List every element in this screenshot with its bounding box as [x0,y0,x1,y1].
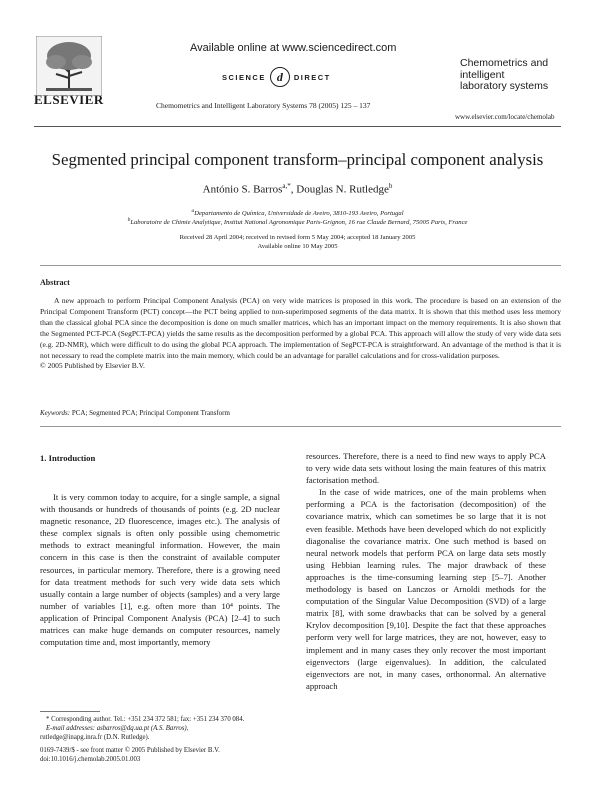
available-online-text: Available online at www.sciencedirect.com [190,42,397,54]
affiliation-b-text: Laboratoire de Chimie Analytique, Institut National Agronomique Paris-Grignon, 16 rue Claude Bernard, 75005 Paris, France [130,219,468,227]
footnote-line-2: E-mail addresses: asbarros@dq.ua.pt (A.S. Barros), [46,725,189,732]
journal-logo-line-1: Chemometrics and [460,57,549,69]
abstract-text: A new approach to perform Principal Component Analysis (PCA) on very wide matrices is proposed in this work. The procedure is based on an extension of the Principal Component Transform (PCT) concept—the PCT being applied to non-superimposed segments of the data matrix. It is shown that this method uses less memory than the classical global PCA since the decomposition is done on much smaller matrices, which has an important impact on the memory requirements. It is also shown that the Segmented PCT-PCA (SegPCT-PCA) yields the same results as the decomposition performed by a global PCA. This approach will allow the study of very wide data sets (e.g. 2D-NMR), which were difficult to do using the global PCA approach. The implementation of SegPCT-PCA is straightforward. An advantage of the method is that it is not necessary to read the complete matrix into the main memory, which could be an advantage for parallel calculations and for cross-validation purposes. [40,296,561,360]
footnote-line-3: rutledge@inapg.inra.fr (D.N. Rutledge). [40,734,150,741]
article-authors [0,182,595,196]
affiliation-b [0,217,595,226]
abstract-heading: Abstract [40,278,70,287]
sciencedirect-logo [222,67,331,87]
affiliation-a [0,208,595,217]
affiliation-a-text: Departamento de Química, Universidade de Aveiro, 3810-193 Aveiro, Portugal [194,210,404,218]
intro-paragraph-3: In the case of wide matrices, one of the main problems when performing a PCA is the factorisation (decomposition) of the covariance matrix, which can sometimes be so large that it is not even feasible. Methods have been developed which do not explicitly diagonalise the covariance matrix. One such method is based on neural network models that perform PCA on large data sets mostly using Hebbian learning rules. The major drawback of these approaches is the time-consuming learning step [5–7]. Another methodology is based on Lanczos or Arnoldi methods for the computation of the Singular Value Decomposition (SVD) of a large matrix [8], with some drawbacks that can be solved by a general Krylov decomposition [9,10]. Despite the fact that these approaches perform very well for large matrices, they are not, however, easy to implement and in many cases they only recover the most important eigenvectors (large eigenvalues). In addition, the calculated eigenvectors are not, in many cases, orthonormal. An alternative approach [306,487,546,691]
doi-line[interactable]: doi:10.1016/j.chemolab.2005.01.003 [40,756,141,763]
sd-logo-right: DIRECT [293,72,331,82]
footnote [40,715,290,764]
keywords-label: Keywords: [40,409,71,417]
affiliation-b-sup: b [127,217,131,223]
body-column-left [40,491,280,648]
footnote-rule [40,711,100,712]
sd-logo-left: SCIENCE [222,72,266,82]
body-column-right [306,450,546,692]
publisher-name: ELSEVIER [34,92,104,107]
author-2-sup: b [388,182,393,190]
affiliation-a-sup: a [191,208,195,214]
keywords-text: PCA; Segmented PCA; Principal Component Transform [70,409,230,417]
keywords [40,409,230,417]
sd-logo-mark: d [270,67,290,87]
available-online-date: Available online 10 May 2005 [257,243,338,250]
abstract-copyright: © 2005 Published by Elsevier B.V. [40,361,145,371]
abstract-top-rule [40,265,561,266]
header-rule [34,126,561,127]
received-dates: Received 28 April 2004; received in revised form 5 May 2004; accepted 18 January 2005 [179,234,416,241]
article-title: Segmented principal component transform–principal component analysis [51,150,544,169]
section-heading: 1. Introduction [40,453,96,463]
author-1-sup: a,* [282,182,291,190]
intro-paragraph-2: resources. Therefore, there is a need to find new ways to apply PCA to very wide data sets without losing the main features of this matrix factorisation method. [306,451,546,486]
author-1: António S. Barros [202,183,283,196]
abstract-bottom-rule [40,426,561,427]
journal-logo [460,58,548,93]
author-2: , Douglas N. Rutledge [290,183,389,196]
abstract-body [40,296,561,372]
journal-url[interactable]: www.elsevier.com/locate/chemolab [455,113,555,121]
journal-logo-line-3: laboratory systems [460,80,549,92]
footnote-line-1: * Corresponding author. Tel.: +351 234 372 581; fax: +351 234 370 084. [46,716,245,723]
journal-citation: Chemometrics and Intelligent Laboratory Systems 78 (2005) 125 – 137 [156,101,371,110]
issn-line: 0169-7439/$ - see front matter © 2005 Published by Elsevier B.V. [40,747,220,754]
journal-logo-line-2: intelligent [460,68,505,81]
intro-paragraph-1: It is very common today to acquire, for a single sample, a signal with thousands or hundreds of thousands of points (e.g. 2D nuclear magnetic resonance, 2D fluorescence, images etc.). The analysis of these complex signals is often only possible using chemometric methods to extract meaningful information. However, the main concern in this case is then the constraint of available computer resources, in particular memory. Therefore, there is a growing need for data treatment methods for such very wide data sets which usually contain a large number of objects (samples) and a very large number of variables [1], e.g. often more than 10⁴ points. The application of Principal Component Analysis (PCA) [2–4] to such matrices can make huge demands on computer resources, namely computation time and, most importantly, memory [40,492,280,648]
